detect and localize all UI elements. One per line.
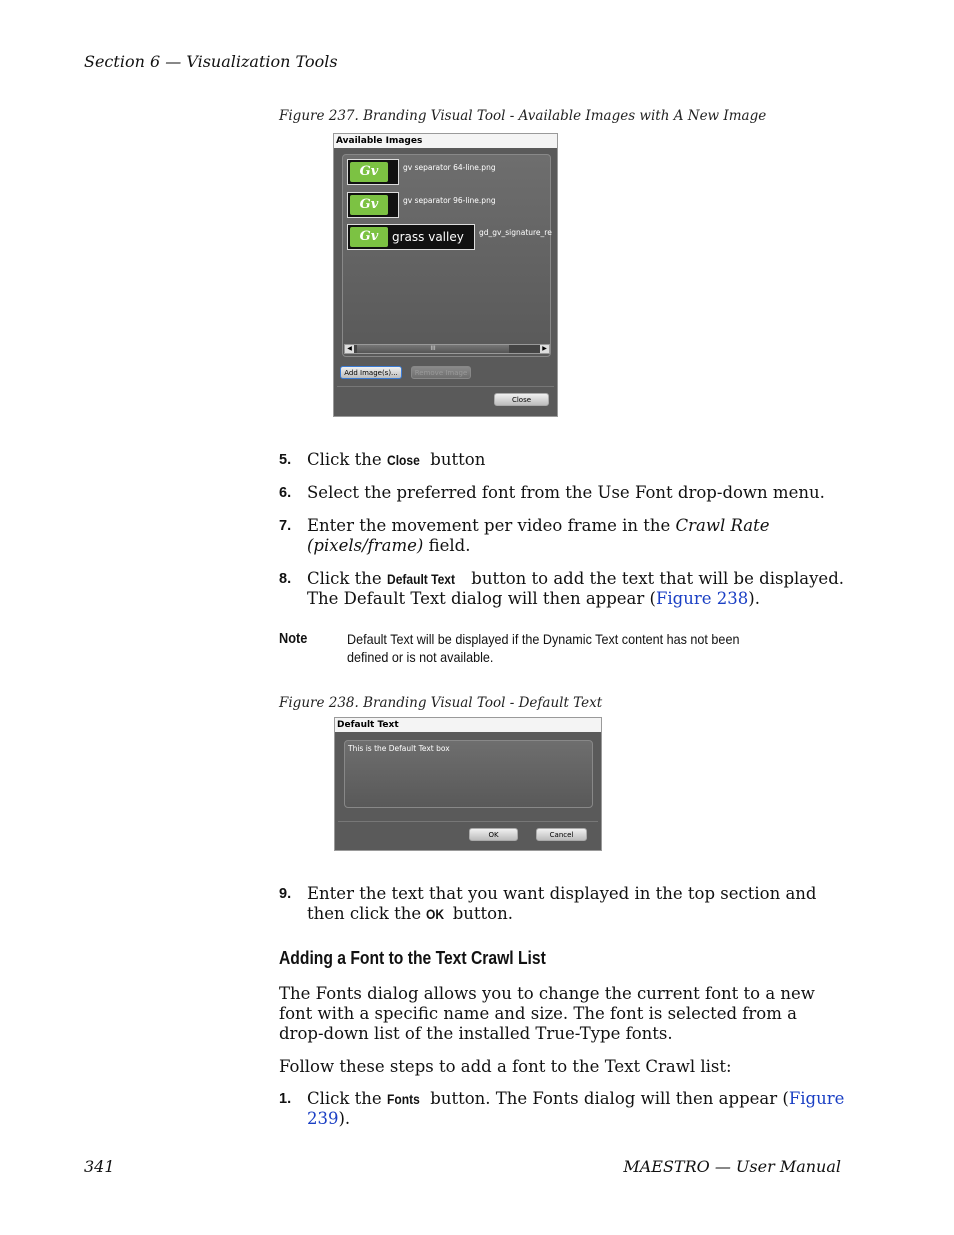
image-file-name: gv separator 64-line.png <box>403 163 496 172</box>
follow-steps-paragraph: Follow these steps to add a font to the Text Crawl list: <box>279 1057 732 1076</box>
figure-238-caption: Figure 238. Branding Visual Tool - Default Text <box>279 695 603 711</box>
note-text: Default Text will be displayed if the Dynamic Text content has not been defined or is not available. <box>347 631 740 665</box>
image-list-item[interactable] <box>347 159 496 185</box>
image-list-panel[interactable] <box>342 154 551 357</box>
default-text-dialog <box>334 717 602 851</box>
image-file-name: gv separator 96-line.png <box>403 196 496 205</box>
figure-239-link[interactable]: Figure 239 <box>307 1089 845 1128</box>
default-text-value: This is the Default Text box <box>348 744 450 753</box>
section-subheading: Adding a Font to the Text Crawl List <box>279 948 546 968</box>
scroll-right-icon[interactable]: ▶ <box>540 345 549 353</box>
default-text-textbox[interactable] <box>344 740 593 808</box>
step-8: 8. Click the Default Text button to add the text that will be displayed. The Default Text dialog will then appear (Figure 238). <box>279 569 845 608</box>
cancel-button[interactable]: Cancel <box>536 828 587 841</box>
figure-238-link[interactable]: Figure 238 <box>655 589 749 608</box>
page-number: 341 <box>84 1157 115 1176</box>
dialog-divider <box>338 821 598 822</box>
dialog-title: Default Text <box>335 718 601 732</box>
horizontal-scrollbar[interactable] <box>344 344 550 354</box>
gv-logo-icon: Gv <box>347 159 399 185</box>
image-list-item[interactable] <box>347 192 496 218</box>
dialog-title: Available Images <box>334 134 557 148</box>
close-button[interactable]: Close <box>494 393 549 406</box>
note-label: Note <box>279 630 308 647</box>
footer-title: MAESTRO — User Manual <box>623 1157 841 1176</box>
step-7: 7. Enter the movement per video frame in the Crawl Rate (pixels/frame) field. <box>279 516 770 555</box>
gv-signature-icon: Gv grass valley <box>347 224 475 250</box>
available-images-dialog <box>333 133 558 417</box>
step-9: 9. Enter the text that you want displayed in the top section and then click the OK button. <box>279 884 817 923</box>
running-header: Section 6 — Visualization Tools <box>84 52 338 71</box>
image-file-name: gd_gv_signature_re <box>479 228 552 237</box>
step-5: 5. Click the Close button <box>279 450 486 469</box>
dialog-divider <box>337 386 554 387</box>
image-list-item[interactable] <box>347 224 552 250</box>
remove-image-button[interactable]: Remove Image <box>411 366 471 379</box>
scroll-left-icon[interactable]: ◀ <box>345 345 354 353</box>
fonts-dialog-paragraph: The Fonts dialog allows you to change the current font to a new font with a specific name and size. The font is selected from a drop-down list of the installed True-Type fonts. <box>279 984 815 1043</box>
add-images-button[interactable]: Add Image(s)... <box>340 366 402 379</box>
step-6: 6. Select the preferred font from the Use Font drop-down menu. <box>279 483 825 502</box>
ok-button[interactable]: OK <box>469 828 518 841</box>
step-1: 1. Click the Fonts button. The Fonts dialog will then appear (Figure 239). <box>279 1089 845 1128</box>
figure-237-caption: Figure 237. Branding Visual Tool - Available Images with A New Image <box>279 108 767 124</box>
scroll-thumb[interactable]: III <box>357 345 509 353</box>
gv-logo-icon: Gv <box>347 192 399 218</box>
